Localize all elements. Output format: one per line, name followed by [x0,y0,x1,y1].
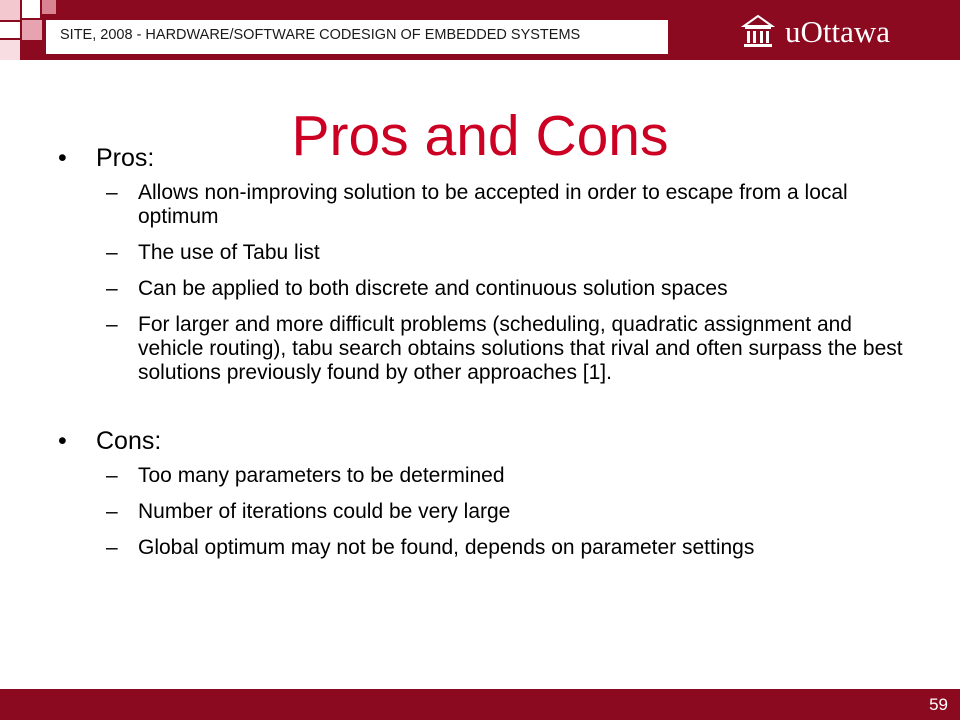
list-item: – Number of iterations could be very large [106,500,511,523]
list-item: – Global optimum may not be found, depends on parameter settings [106,536,755,559]
dash-icon: – [106,241,118,264]
footer-band [0,689,960,720]
section-heading-cons: • Cons: [58,427,162,455]
dash-icon: – [106,181,118,204]
list-item: – Can be applied to both discrete and continuous solution spaces [106,277,728,300]
dash-icon: – [106,536,118,559]
bullet-icon: • [58,427,67,455]
list-item: – Allows non-improving solution to be accepted in order to escape from a local optimum [106,181,848,228]
slide-title: Pros and Cons [291,104,669,168]
slide-content [58,143,908,572]
course-title: SITE, 2008 - HARDWARE/SOFTWARE CODESIGN OF EMBEDDED SYSTEMS [60,27,581,43]
university-logo [741,12,890,50]
logo-text: uOttawa [785,13,891,49]
page-number: 59 [929,695,948,714]
dash-icon: – [106,277,118,300]
dash-icon: – [106,464,118,487]
building-icon [741,13,775,49]
list-item: – The use of Tabu list [106,241,320,264]
cons-list [58,464,908,560]
list-item: – For larger and more difficult problems (scheduling, quadratic assignment and vehicle routing), tabu search obtains solutions that rival and often surpass the best solutions previously found by other approaches [1]. [106,313,903,384]
section-heading-pros: • Pros: [58,144,155,172]
pros-list [58,181,908,385]
dash-icon: – [106,500,118,523]
bullet-icon: • [58,144,67,172]
dash-icon: – [106,313,118,336]
list-item: – Too many parameters to be determined [106,464,505,487]
